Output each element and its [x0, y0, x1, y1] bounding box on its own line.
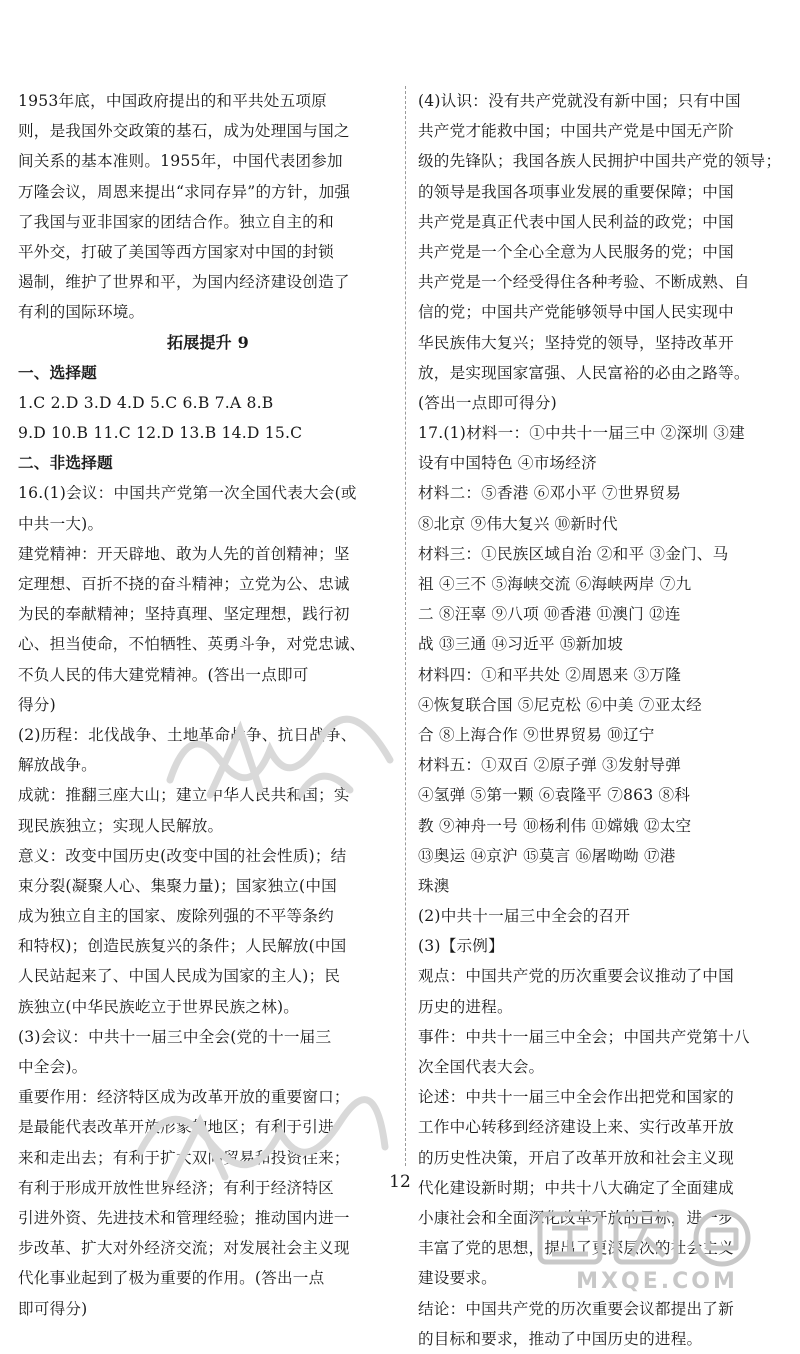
text-line: 人民站起来了、中国人民成为国家的主人)；民 [18, 967, 341, 986]
text-line: 放，是实现国家富强、人民富裕的必由之路等。 [418, 363, 750, 382]
text-line: 建党精神：开天辟地、敢为人先的首创精神；坚 [18, 544, 350, 563]
text-line: 祖 ④三不 ⑤海峡交流 ⑥海峡两岸 ⑦九 [418, 575, 692, 593]
text-line: 和特权)；创造民族复兴的条件；人民解放(中国 [18, 937, 347, 956]
text-line: 1.C 2.D 3.D 4.D 5.C 6.B 7.A 8.B [18, 393, 274, 412]
text-line: 成就：推翻三座大山；建立中华人民共和国；实 [18, 786, 350, 805]
text-line: 历史的进程。 [418, 997, 513, 1016]
text-line: (4)认识：没有共产党就没有新中国；只有中国 [418, 92, 741, 110]
column-divider [405, 86, 406, 1166]
text-line: (2)中共十一届三中全会的召开 [418, 907, 631, 926]
text-line: 成为独立自主的国家、废除列强的不平等条约 [18, 907, 334, 926]
text-line: 材料二：⑤香港 ⑥邓小平 ⑦世界贸易 [418, 484, 682, 503]
text-line: 即可得分) [18, 1299, 88, 1318]
text-line: (3)会议：中共十一届三中全会(党的十一届三 [18, 1027, 332, 1046]
text-line: 论述：中共十一届三中全会作出把党和国家的 [418, 1088, 734, 1107]
text-line: 1953年底，中国政府提出的和平共处五项原 [18, 92, 327, 110]
text-line: 材料三：①民族区域自治 ②和平 ③金门、马 [418, 544, 729, 563]
text-line: 16.(1)会议：中国共产党第一次全国代表大会(或 [18, 484, 357, 503]
text-line: 结论：中国共产党的历次重要会议都提出了新 [418, 1299, 734, 1318]
text-line: 丰富了党的思想，提出了更深层次的社会主义 [418, 1239, 734, 1258]
text-line: 观点：中国共产党的历次重要会议推动了中国 [418, 967, 734, 986]
text-line: 珠澳 [418, 876, 450, 895]
text-line: (3)【示例】 [418, 937, 504, 956]
text-line: 合 ⑧上海合作 ⑨世界贸易 ⑩辽宁 [418, 725, 655, 744]
text-line: 二 ⑧汪辜 ⑨八项 ⑩香港 ⑪澳门 ⑫连 [418, 605, 681, 624]
right-column [418, 86, 790, 1354]
text-line: 间关系的基本准则。1955年，中国代表团参加 [18, 152, 343, 171]
text-line: 次全国代表大会。 [418, 1058, 545, 1076]
text-line: 则，是我国外交政策的基石，成为处理国与国之 [18, 122, 350, 141]
text-line: 步改革、扩大对外经济交流；对发展社会主义现 [18, 1239, 350, 1258]
text-line: (2)历程：北伐战争、土地革命战争、抗日战争、 [18, 725, 357, 744]
text-line: 有利的国际环境。 [18, 303, 145, 322]
text-line: 建设要求。 [418, 1269, 497, 1288]
text-line: 材料四：①和平共处 ②周恩来 ③万隆 [418, 665, 682, 684]
text-line: 事件：中共十一届三中全会；中国共产党第十八 [418, 1027, 750, 1046]
text-line: 来和走出去；有利于扩大双向贸易和投资往来； [18, 1148, 350, 1167]
text-line: 遏制，维护了世界和平，为国内经济建设创造了 [18, 273, 350, 292]
text-line: 万隆会议，周恩来提出“求同存异”的方针，加强 [18, 182, 351, 201]
text-line: ④恢复联合国 ⑤尼克松 ⑥中美 ⑦亚太经 [418, 695, 702, 714]
text-line: 解放战争。 [18, 756, 97, 775]
text-line: 有利于形成开放性世界经济；有利于经济特区 [18, 1178, 334, 1197]
text-line: 共产党是真正代表中国人民利益的政党；中国 [418, 212, 734, 231]
text-line: 的目标和要求，推动了中国历史的进程。 [418, 1329, 703, 1348]
text-line: 引进外资、先进技术和管理经验；推动国内进一 [18, 1208, 350, 1227]
text-line: 战 ⑬三通 ⑭习近平 ⑮新加坡 [418, 635, 623, 654]
text-line: 现民族独立；实现人民解放。 [18, 816, 224, 835]
text-line: ④氢弹 ⑤第一颗 ⑥袁隆平 ⑦863 ⑧科 [418, 786, 691, 805]
text-line: 意义：改变中国历史(改变中国的社会性质)；结 [18, 846, 347, 865]
left-column [18, 86, 398, 1324]
text-line: 代化建设新时期；中共十八大确定了全面建成 [418, 1178, 734, 1197]
text-line: 9.D 10.B 11.C 12.D 13.B 14.D 15.C [18, 424, 303, 443]
text-line: ⑧北京 ⑨伟大复兴 ⑩新时代 [418, 514, 618, 533]
text-line: 定理想、百折不挠的奋斗精神；立党为公、忠诚 [18, 575, 350, 593]
text-line: (答出一点即可得分) [418, 393, 557, 412]
text-line: 华民族伟大复兴；坚持党的领导，坚持改革开 [418, 333, 734, 352]
text-line: 级的先锋队；我国各族人民拥护中国共产党的领导； [418, 152, 782, 171]
text-line: 设有中国特色 ④市场经济 [418, 454, 597, 473]
text-line: ⑬奥运 ⑭京沪 ⑮莫言 ⑯屠呦呦 ⑰港 [418, 846, 676, 865]
text-line: 平外交，打破了美国等西方国家对中国的封锁 [18, 242, 334, 261]
svg-text:MXQE.COM: MXQE.COM [576, 1269, 738, 1294]
section-heading: 一、选择题 [18, 362, 97, 382]
text-line: 教 ⑨神舟一号 ⑩杨利伟 ⑪嫦娥 ⑫太空 [418, 816, 692, 835]
text-line: 材料五：①双百 ②原子弹 ③发射导弹 [418, 756, 682, 775]
text-line: 的领导是我国各项事业发展的重要保障；中国 [418, 182, 734, 201]
text-line: 不负人民的伟大建党精神。(答出一点即可 [18, 665, 309, 684]
text-line: 共产党是一个经受得住各种考验、不断成熟、自 [418, 273, 750, 292]
text-line: 是最能代表改革开放形象的地区；有利于引进 [18, 1118, 334, 1137]
text-line: 了我国与亚非国家的团结合作。独立自主的和 [18, 212, 334, 231]
text-line: 17.(1)材料一：①中共十一届三中 ②深圳 ③建 [418, 424, 745, 443]
page-number: 12 [389, 1172, 411, 1192]
text-line: 中全会)。 [18, 1058, 88, 1076]
text-line: 束分裂(凝聚人心、集聚力量)；国家独立(中国 [18, 876, 337, 895]
text-line: 心、担当使命，不怕牺牲、英勇斗争，对党忠诚、 [18, 635, 366, 654]
text-line: 族独立(中华民族屹立于世界民族之林)。 [18, 997, 300, 1016]
text-line: 重要作用：经济特区成为改革开放的重要窗口； [18, 1088, 350, 1107]
text-line: 共产党才能救中国；中国共产党是中国无产阶 [418, 122, 734, 141]
text-line: 工作中心转移到经济建设上来、实行改革开放 [418, 1118, 734, 1137]
section-title: 拓展提升 9 [167, 332, 249, 352]
section-heading: 二、非选择题 [18, 453, 113, 473]
text-line: 小康社会和全面深化改革开放的目标，进一步 [418, 1208, 734, 1227]
text-line: 中共一大)。 [18, 514, 104, 533]
text-line: 代化事业起到了极为重要的作用。(答出一点 [18, 1269, 325, 1288]
text-line: 得分) [18, 695, 56, 714]
text-line: 共产党是一个全心全意为人民服务的党；中国 [418, 242, 734, 261]
text-line: 信的党；中国共产党能够领导中国人民实现中 [418, 303, 734, 322]
text-line: 的历史性决策，开启了改革开放和社会主义现 [418, 1148, 734, 1167]
text-line: 为民的奉献精神；坚持真理、坚定理想，践行初 [18, 605, 350, 624]
